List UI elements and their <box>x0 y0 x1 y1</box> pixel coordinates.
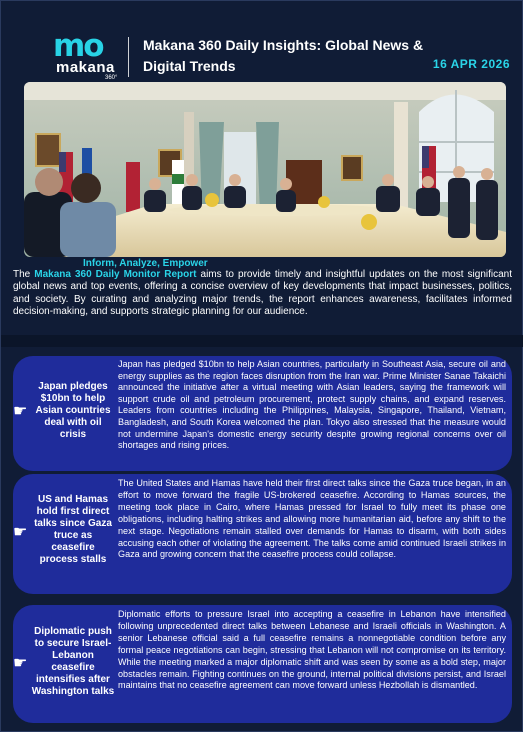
makana-logo <box>53 28 123 81</box>
pointing-hand-icon: ☛ <box>13 524 28 541</box>
news-body: The United States and Hamas have held their first direct talks since the Gaza truce began, in an effort to move forward the fragile US-brokered ceasefire. According to Hamas sources, the meeting took place in Cairo, where Hamas pressed for Israel to fully meet its phase one obligations, including halting strikes and allowing more humanitarian aid, before any shift to the next stage. Negotiations remain stalled over demands for Hamas to disarm, with both sides accusing each other of violating the agreement. The talks come amid continued Israeli strikes in Gaza and growing concern that the ceasefire process could collapse. <box>118 478 506 560</box>
intro-highlight: Makana 360 Daily Monitor Report <box>34 269 197 280</box>
news-headline: US and Hamas hold first direct talks since Gaza truce as ceasefire process stalls <box>34 494 112 565</box>
news-headline: Japan pledges $10bn to help Asian countries deal with oil crisis <box>35 381 111 440</box>
logo-wordmark: makana <box>56 59 115 76</box>
report-date: 16 APR 2026 <box>432 57 510 71</box>
header-divider <box>128 37 129 77</box>
news-body: Diplomatic efforts to pressure Israel into accepting a ceasefire in Lebanon have intensified following unprecedented direct talks between Lebanese and Israeli officials in Washington. A senior Lebanese official said a full ceasefire remains a nonnegotiable condition before any formal peace negotiations can begin, stressing that Lebanon will not compromise on its territory. While the meeting marked a major diplomatic shift and was seen by some as a bold step, major obstacles remain. Fighting continues on the ground, internal political divisions persist, and Israel maintains that no ceasefire agreement can move forward unless Hezbollah is dismantled. <box>118 609 506 691</box>
intro-text: aims to provide timely and insightful updates on the most significant global news and top events, offering a concise overview of key developments that impact businesses, politics, and society. By curating and analyzing major trends, the report enhances awareness, facilitates informed decision-making, and supports strategic planning for our audience. <box>13 269 513 318</box>
news-body: Japan has pledged $10bn to help Asian countries, particularly in Southeast Asia, secure oil and energy supplies as the region faces disruption from the Iran war. Prime Minister Sanae Takaichi announced the initiative after a virtual meeting with Asian leaders, saying the framework will support crude oil and petroleum procurement, protect supply chains, and expand reserves. Leaders from countries including the Philippines, Malaysia, Singapore, Thailand, Vietnam, Bangladesh, and South Korea welcomed the plan. Tokyo also stressed that the measure would not undermine Japan's domestic energy security despite growing regional concerns over oil shortages and rising prices. <box>118 359 506 451</box>
tagline: Inform, Analyze, Empower <box>83 258 208 269</box>
news-headline: Diplomatic push to secure Israel-Lebanon ceasefire intensifies after Washington talks <box>31 626 115 697</box>
report-title: Makana 360 Daily Insights: Global News & Digital Trends <box>143 37 424 74</box>
intro-prefix: The <box>13 269 35 280</box>
news-item <box>13 356 512 471</box>
meeting-photo <box>24 82 506 257</box>
news-item <box>13 474 512 594</box>
header <box>1 1 523 81</box>
news-item <box>13 605 512 723</box>
logo-mark: mo <box>53 28 103 64</box>
intro-paragraph <box>13 269 512 319</box>
pointing-hand-icon: ☛ <box>13 403 28 420</box>
logo-superscript: 360° <box>105 75 118 81</box>
section-divider <box>1 335 523 347</box>
pointing-hand-icon: ☛ <box>13 655 28 672</box>
